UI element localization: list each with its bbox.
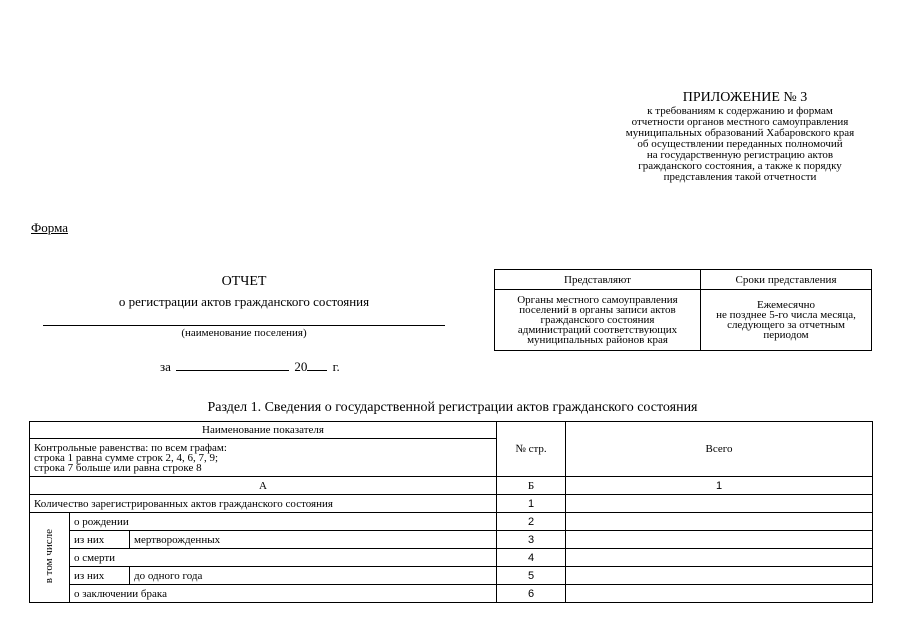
- control-equalities: [30, 439, 497, 477]
- appendix-line: муниципальных образований Хабаровского края: [625, 127, 855, 139]
- row-label: о смерти: [70, 549, 497, 567]
- row-number: 1: [497, 495, 566, 513]
- submit-when-line: не позднее 5-го числа месяца,: [716, 309, 856, 321]
- period-year-blank[interactable]: [307, 360, 327, 371]
- row-label: о заключении брака: [70, 585, 497, 603]
- total-cell[interactable]: [566, 585, 873, 603]
- appendix-line: к требованиям к содержанию и формам: [647, 105, 833, 117]
- submit-who-line: муниципальных районов края: [527, 334, 668, 346]
- submit-when-line: периодом: [763, 329, 809, 341]
- appendix-line: представления такой отчетности: [663, 171, 817, 183]
- column-label-1: 1: [566, 477, 873, 495]
- total-cell[interactable]: [566, 567, 873, 585]
- submit-when-cell: [701, 290, 872, 351]
- row-number: 2: [497, 513, 566, 531]
- row-sub-label: из них: [70, 531, 130, 549]
- group-label: в том числе: [43, 528, 55, 584]
- period-prefix: за: [160, 359, 171, 374]
- table-row: [30, 549, 873, 567]
- period-month-blank[interactable]: [176, 360, 289, 371]
- row-number: 3: [497, 531, 566, 549]
- row-sub-label: из них: [70, 567, 130, 585]
- submit-header-who: Представляют: [495, 270, 701, 290]
- submission-table: [494, 269, 872, 351]
- header-row-number: № стр.: [497, 422, 566, 477]
- total-cell[interactable]: [566, 549, 873, 567]
- settlement-name-caption: (наименование поселения): [181, 327, 307, 339]
- appendix-title: ПРИЛОЖЕНИЕ № 3: [682, 90, 808, 105]
- submit-when-line: Ежемесячно: [756, 299, 816, 311]
- submit-who-line: поселений в органы записи актов: [519, 304, 676, 316]
- appendix-line: об осуществлении переданных полномочий: [637, 138, 843, 150]
- total-cell[interactable]: [566, 495, 873, 513]
- submit-who-line: администраций соответствующих: [517, 324, 678, 336]
- total-cell[interactable]: [566, 531, 873, 549]
- forma-label: Форма: [31, 220, 68, 235]
- column-label-b: Б: [497, 477, 566, 495]
- control-line: Контрольные равенства: по всем графам:: [34, 441, 227, 454]
- submit-who-line: гражданского состояния: [540, 314, 655, 326]
- period-suffix: г.: [332, 359, 340, 374]
- header-indicator-name: Наименование показателя: [30, 422, 497, 439]
- control-line: строка 7 больше или равна строке 8: [34, 461, 202, 474]
- report-subtitle: о регистрации актов гражданского состояния: [118, 294, 370, 309]
- period-year-prefix: 20: [294, 359, 308, 374]
- appendix-line: на государственную регистрацию актов: [646, 149, 834, 161]
- appendix-description: [590, 106, 890, 183]
- report-title: ОТЧЕТ: [221, 274, 267, 289]
- header-total: Всего: [566, 422, 873, 477]
- group-including: [30, 513, 70, 603]
- table-row: [30, 495, 873, 513]
- submit-who-line: Органы местного самоуправления: [517, 294, 678, 306]
- submit-when-line: следующего за отчетным: [727, 319, 845, 331]
- column-label-a: А: [30, 477, 497, 495]
- row-number: 5: [497, 567, 566, 585]
- control-line: строка 1 равна сумме строк 2, 4, 6, 7, 9;: [34, 451, 219, 464]
- table-row: [30, 531, 873, 549]
- total-cell[interactable]: [566, 513, 873, 531]
- submit-header-when: Сроки представления: [701, 270, 872, 290]
- section-title: Раздел 1. Сведения о государственной регистрации актов гражданского состояния: [207, 400, 698, 415]
- table-row: [30, 567, 873, 585]
- row-label: до одного года: [130, 567, 497, 585]
- table-row: [30, 513, 873, 531]
- report-period: [160, 359, 340, 375]
- settlement-name-line[interactable]: [43, 325, 445, 326]
- row-label: Количество зарегистрированных актов гражданского состояния: [30, 495, 497, 513]
- row-label: мертворожденных: [130, 531, 497, 549]
- table-row: [30, 585, 873, 603]
- appendix-line: отчетности органов местного самоуправления: [631, 116, 849, 128]
- submit-who-cell: [495, 290, 701, 351]
- row-label: о рождении: [70, 513, 497, 531]
- row-number: 6: [497, 585, 566, 603]
- appendix-line: гражданского состояния, а также к порядку: [638, 160, 842, 172]
- row-number: 4: [497, 549, 566, 567]
- statistics-table: [29, 421, 873, 603]
